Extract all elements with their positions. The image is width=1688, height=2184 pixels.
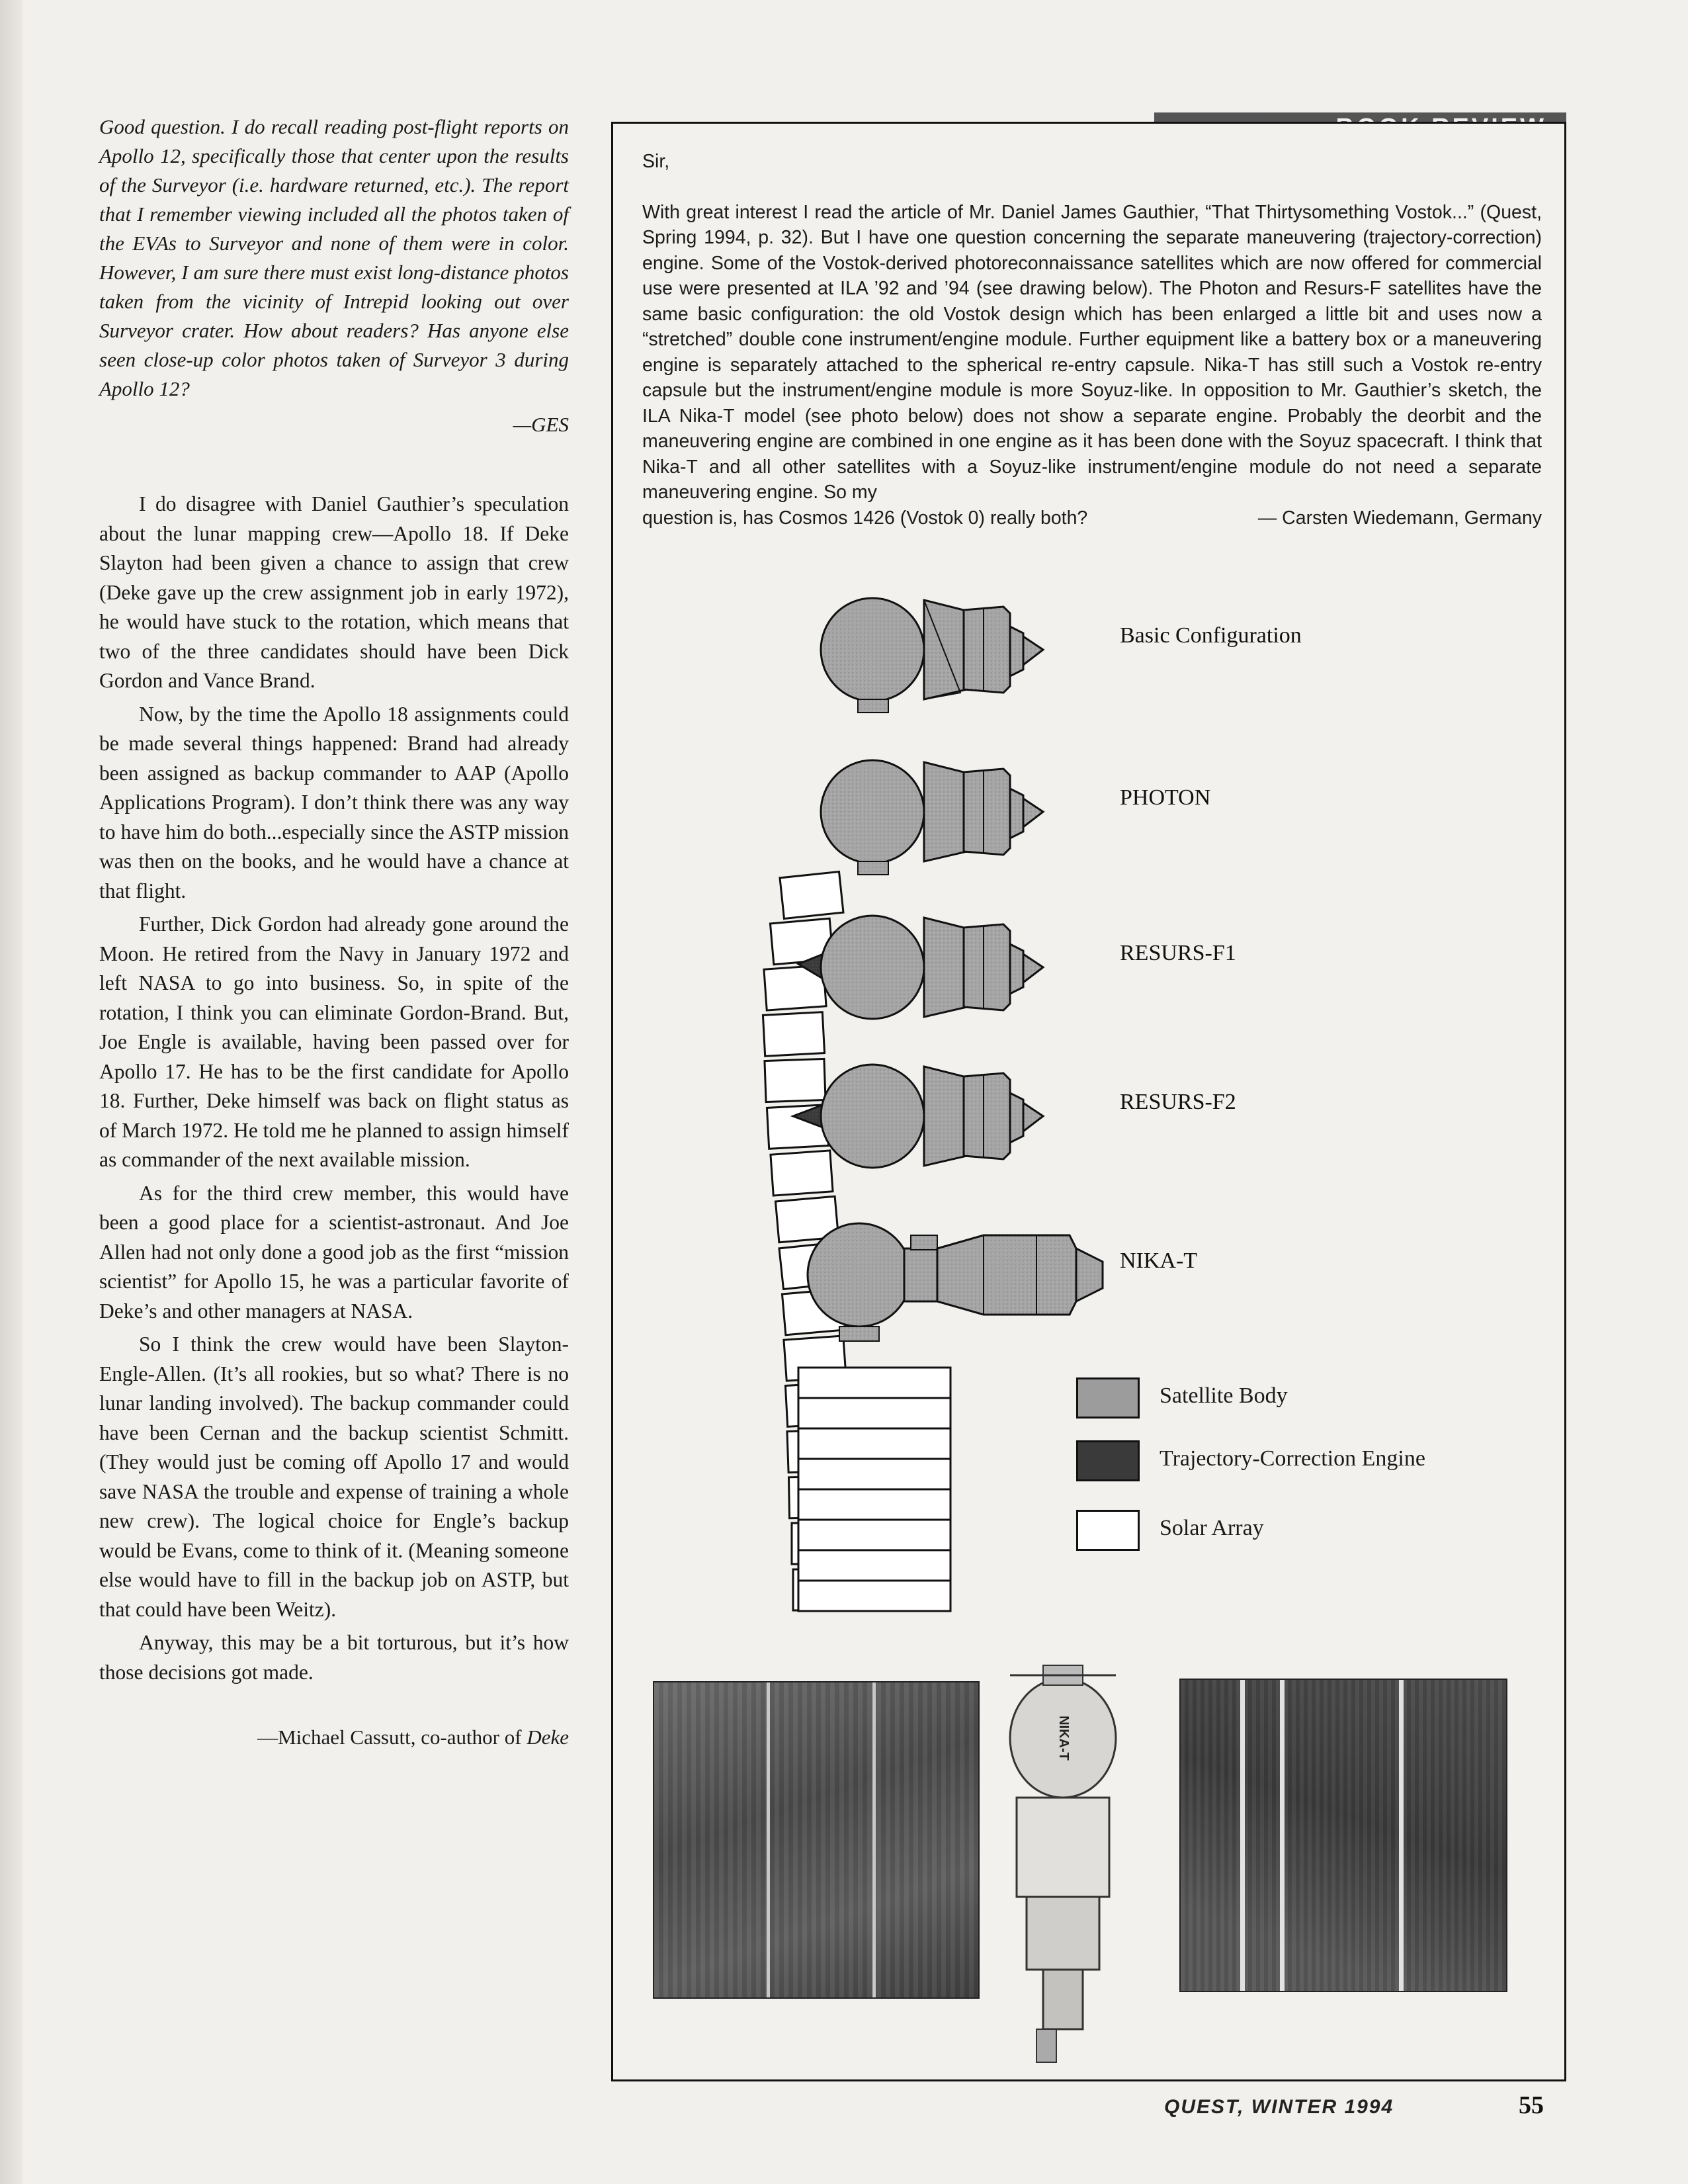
editor-reply — [99, 112, 569, 437]
letter-paragraph: As for the third crew member, this would have been a good place for a scientist-astronaut. And Joe Allen had not only done a good job as the first “mission scientist” for Apollo 15, he was a particular favorite of Deke’s and other managers at NASA. — [99, 1181, 569, 1323]
publication-footer: QUEST, WINTER 1994 — [1164, 2096, 1394, 2118]
resurs-f1-drawing — [798, 916, 1043, 1019]
legend-trajectory-engine — [1076, 1440, 1437, 1481]
signature-book: Deke — [527, 1725, 569, 1749]
signature-name: —Michael Cassutt, co-author of — [257, 1725, 527, 1749]
nika-t-model-photo — [1010, 1665, 1116, 2062]
closing-question: question is, has Cosmos 1426 (Vostok 0) really both? — [642, 507, 1088, 529]
legend-solar-array — [1076, 1510, 1437, 1551]
letter-paragraph: Now, by the time the Apollo 18 assignments could be made several things happened: Brand had already been assigned as backup commander to AAP (Apollo Applications Program). I don’t think there was any way to have him do both...especially since the ASTP mission was then on the books, and he would have a chance at that flight. — [99, 702, 569, 902]
legend-label: Satellite Body — [1160, 1383, 1288, 1408]
letter-body — [99, 490, 569, 1687]
label-basic-configuration: Basic Configuration — [1120, 623, 1302, 648]
photo-stripe — [1399, 1680, 1404, 1991]
photo-stripe — [1240, 1680, 1245, 1991]
boxed-letter — [611, 122, 1566, 2081]
editor-reply-text: Good question. I do recall reading post-flight reports on Apollo 12, specifically those that center upon the results of the Surveyor (i.e. hardware returned, etc.). The report that I remember viewing included all the photos taken of the EVAs to Surveyor and none of them were in color. However, I am sure there must exist long-distance photos taken from the vicinity of Intrepid looking out over Surveyor crater. How about readers? Has anyone else seen close-up color photos taken of Surveyor 3 during Apollo 12? — [99, 115, 569, 400]
legend-satellite-body — [1076, 1377, 1437, 1419]
boxed-letter-body: With great interest I read the article of Mr. Daniel James Gauthier, “That Thirtysomething Vostok...” (Quest, Spring 1994, p. 32). But I have one question concerning the separate maneuvering (trajectory-correction) engine. Some of the Vostok-derived photoreconnaissance satellites which are now offered for commercial use were presented at ILA ’92 and ’94 (see drawing below). The Photon and Resurs-F satellites have the same basic configuration: the old Vostok design which has been enlarged a little bit and uses now a “stretched” double cone instrument/engine module. Further equipment like a battery box or a maneuvering engine is separately attached to the spherical re-entry capsule. Nika-T has still such a Vostok re-entry capsule but the instrument/engine module is more Soyuz-like. In opposition to Mr. Gauthier’s sketch, the ILA Nika-T model (see photo below) does not show a separate engine. Probably the deorbit and the maneuvering engine are combined in one engine as it has been done with the Soyuz spacecraft. I think that Nika-T and all other satellites with a Soyuz-like instrument/engine module do not need a separate maneuvering engine. So my — [642, 201, 1542, 503]
legend-label: Trajectory-Correction Engine — [1160, 1446, 1425, 1471]
nika-t-drawing — [808, 1223, 1103, 1341]
letter-paragraph: Anyway, this may be a bit torturous, but it’s how those decisions got made. — [99, 1631, 569, 1684]
photo-stripe — [1280, 1680, 1285, 1991]
legend-swatch-solar — [1076, 1510, 1140, 1551]
left-column — [99, 112, 569, 1749]
salutation: Sir, — [642, 151, 670, 172]
legend-label: Solar Array — [1160, 1516, 1264, 1540]
editor-signature: —GES — [513, 413, 569, 436]
legend-swatch-body — [1076, 1377, 1140, 1419]
legend-swatch-engine — [1076, 1440, 1140, 1481]
letter-paragraph: So I think the crew would have been Slayton-Engle-Allen. (It’s all rookies, but so what? There is no lunar landing involved). The backup commander could have been Cernan and the backup scientist Schmitt. (They would just be coming off Apollo 17 and would save NASA the trouble and expense of training a whole new crew). The logical choice for Engle’s backup would be Evans, come to think of it. (Meaning someone else would have to fill in the backup job on ASTP, but that could have been Weitz). — [99, 1332, 569, 1621]
photo-stripe — [767, 1682, 770, 1997]
page-number: 55 — [1519, 2091, 1544, 2119]
label-photon: PHOTON — [1120, 785, 1211, 810]
label-resurs-f1: RESURS-F1 — [1120, 941, 1236, 965]
label-nika-t: NIKA-T — [1120, 1248, 1198, 1273]
basic-configuration-drawing — [821, 598, 1043, 713]
page-edge — [0, 0, 22, 2184]
exhibit-photo-left — [653, 1681, 980, 1999]
photo-stripe — [872, 1682, 876, 1997]
letter-signature — [99, 1725, 569, 1749]
letter-paragraph: Further, Dick Gordon had already gone around the Moon. He retired from the Navy in January 1972 and left NASA to go into business. So, in spite of the rotation, I think you can eliminate Gordon-Brand. But, Joe Engle is available, having been passed over for Apollo 17. He has to be the first candidate for Apollo 18. Further, Deke himself was back on flight status as of March 1972. He told me he planned to assign himself as commander of the next available mission. — [99, 912, 569, 1171]
exhibit-photo-right — [1179, 1679, 1507, 1992]
boxed-letter-author: — Carsten Wiedemann, Germany — [1257, 507, 1542, 529]
letter-paragraph: I do disagree with Daniel Gauthier’s speculation about the lunar mapping crew—Apollo 18. If Deke Slayton had been given a chance to assign that crew (Deke gave up the crew assignment job in early 1972), he would have stuck to the rotation, which means that two of the three candidates should have been Dick Gordon and Vance Brand. — [99, 492, 569, 692]
photon-drawing — [821, 760, 1043, 875]
label-resurs-f2: RESURS-F2 — [1120, 1090, 1236, 1114]
satellite-diagram — [613, 124, 1564, 2079]
model-label: NIKA-T — [1056, 1716, 1071, 1761]
